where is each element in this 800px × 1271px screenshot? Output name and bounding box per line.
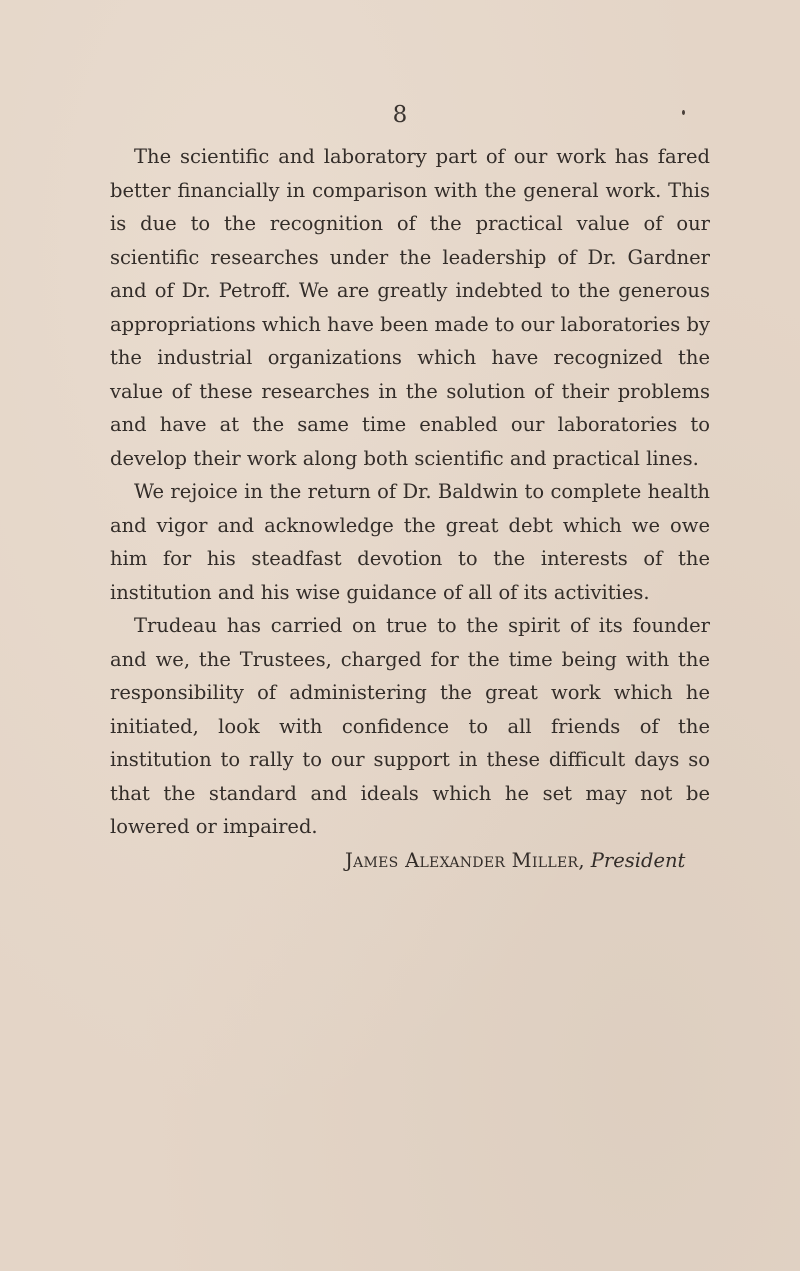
body-text (110, 140, 710, 877)
signatory-title: President (590, 848, 686, 872)
page-number: 8 (392, 102, 408, 128)
paragraph-dr-baldwin: We rejoice in the return of Dr. Baldwin to complete health and vigor and acknowledge the great debt which we owe him for his steadfast devotion to the interests of the institution and his wise guidance of all of its activities. (110, 480, 710, 604)
ink-speck (682, 110, 685, 115)
signature (110, 844, 710, 878)
paragraph-scientific-work: The scientific and laboratory part of our work has fared better financially in comparison with the general work. This is due to the recognition of the practical value of our scientific researches under the leadership of Dr. Gardner and of Dr. Petroff. We are greatly indebted to the generous appropriations which have been made to our laboratories by the industrial organizations which have recognized the value of these researches in the solution of their problems and have at the same time enabled our laboratories to develop their work along both scientific and practical lines. (110, 145, 710, 470)
signatory-name: James Alexander Miller (345, 848, 579, 872)
signature-separator: , (578, 848, 591, 872)
paragraph-trudeau: Trudeau has carried on true to the spirit of its founder and we, the Trustees, charged for the time being with the responsibility of administering the great work which he initiated, look with confidence to all friends of the institution to rally to our support in these difficult days so that the standard and ideals which he set may not be lowered or impaired. (110, 614, 710, 838)
